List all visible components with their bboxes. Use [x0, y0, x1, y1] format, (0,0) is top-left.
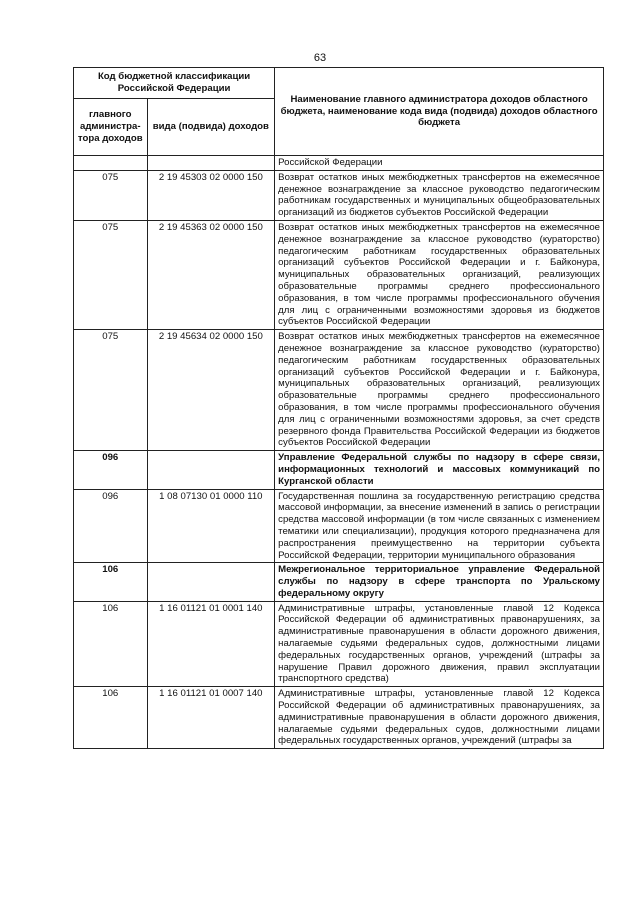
income-name-cell: Межрегиональное территориальное управление Федеральной службы по надзору в сфере транспорта по Уральскому федеральному округу: [275, 563, 604, 601]
admin-code-cell: 096: [74, 489, 148, 563]
income-name-cell: Возврат остатков иных межбюджетных трансфертов на ежемесячное денежное вознаграждение за классное руководство (кураторство) педагогическим работникам государственных образовательных организаций субъектов Российской Федерации и г. Байконура, муниципальных образовательных организаций, реализующих образовательные программы среднего профессионального образования, в том числе программы профессионального обучения для лиц с ограниченными возможностями здоровья, за счет средств резервного фонда Правительства Российской Федерации из бюджетов субъектов Российской Федерации: [275, 330, 604, 451]
income-code-cell: 1 16 01121 01 0007 140: [147, 687, 275, 749]
income-code-cell: 2 19 45634 02 0000 150: [147, 330, 275, 451]
admin-code-cell: 106: [74, 687, 148, 749]
income-name-cell: Государственная пошлина за государственную регистрацию средства массовой информации, за внесение изменений в запись о регистрации средства массовой информации (в том числе связанных с изменением тематики или специализации), продукция которого предназначена для распространения преимущественно на территории субъекта Российской Федерации, территории муниципального образования: [275, 489, 604, 563]
income-name-cell: Возврат остатков иных межбюджетных трансфертов на ежемесячное денежное вознаграждение за классное руководство (кураторство) педагогическим работникам государственных образовательных организаций субъектов Российской Федерации и г. Байконура, муниципальных образовательных организаций, реализующих образовательные программы среднего профессионального образования, в том числе программы профессионального обучения для лиц с ограниченными возможностями здоровья из бюджетов субъектов Российской Федерации: [275, 220, 604, 329]
table-row: [74, 330, 604, 451]
income-code-cell: [147, 563, 275, 601]
table-row: [74, 489, 604, 563]
admin-code-cell: 075: [74, 330, 148, 451]
page-number: 63: [313, 52, 327, 64]
income-code-cell: 1 16 01121 01 0001 140: [147, 601, 275, 687]
table-row: [74, 451, 604, 489]
income-code-cell: 2 19 45363 02 0000 150: [147, 220, 275, 329]
income-code-cell: [147, 451, 275, 489]
table-row: [74, 170, 604, 220]
income-name-cell: Российской Федерации: [275, 156, 604, 171]
table-row: [74, 156, 604, 171]
table-row: [74, 220, 604, 329]
income-name-cell: Возврат остатков иных межбюджетных трансфертов на ежемесячное денежное вознаграждение за классное руководство педагогическим работникам государственных и муниципальных общеобразовательных организаций из бюджетов субъектов Российской Федерации: [275, 170, 604, 220]
table-body: [74, 156, 604, 749]
admin-code-cell: 075: [74, 220, 148, 329]
income-name-cell: Административные штрафы, установленные главой 12 Кодекса Российской Федерации об административных правонарушениях, за административные правонарушения в области дорожного движения, налагаемые судьями федеральных судов, должностными лицами федеральных государственных органов, учреждений (штрафы за: [275, 687, 604, 749]
income-code-cell: 1 08 07130 01 0000 110: [147, 489, 275, 563]
admin-code-cell: 106: [74, 601, 148, 687]
type-column-header: вида (подвида) доходов: [147, 99, 275, 156]
income-name-cell: Управление Федеральной службы по надзору в сфере связи, информационных технологий и массовых коммуникаций по Курганской области: [275, 451, 604, 489]
table-row: [74, 601, 604, 687]
admin-code-cell: 075: [74, 170, 148, 220]
budget-classification-table: [73, 67, 604, 749]
admin-code-cell: 096: [74, 451, 148, 489]
income-code-cell: [147, 156, 275, 171]
kbk-group-header: Код бюджетной классификации Российской Федерации: [74, 68, 275, 99]
table-row: [74, 687, 604, 749]
admin-code-cell: [74, 156, 148, 171]
income-name-cell: Административные штрафы, установленные главой 12 Кодекса Российской Федерации об административных правонарушениях, за административные правонарушения в области дорожного движения, налагаемые судьями федеральных судов, должностными лицами федеральных государственных органов, учреждений (штрафы за нарушение Правил дорожного движения, правил эксплуатации транспортного средства): [275, 601, 604, 687]
admin-code-cell: 106: [74, 563, 148, 601]
table-row: [74, 563, 604, 601]
income-code-cell: 2 19 45303 02 0000 150: [147, 170, 275, 220]
name-column-header: Наименование главного администратора доходов областного бюджета, наименование кода вида (подвида) доходов областного бюджета: [275, 68, 604, 156]
admin-column-header: главного администра-тора доходов: [74, 99, 148, 156]
